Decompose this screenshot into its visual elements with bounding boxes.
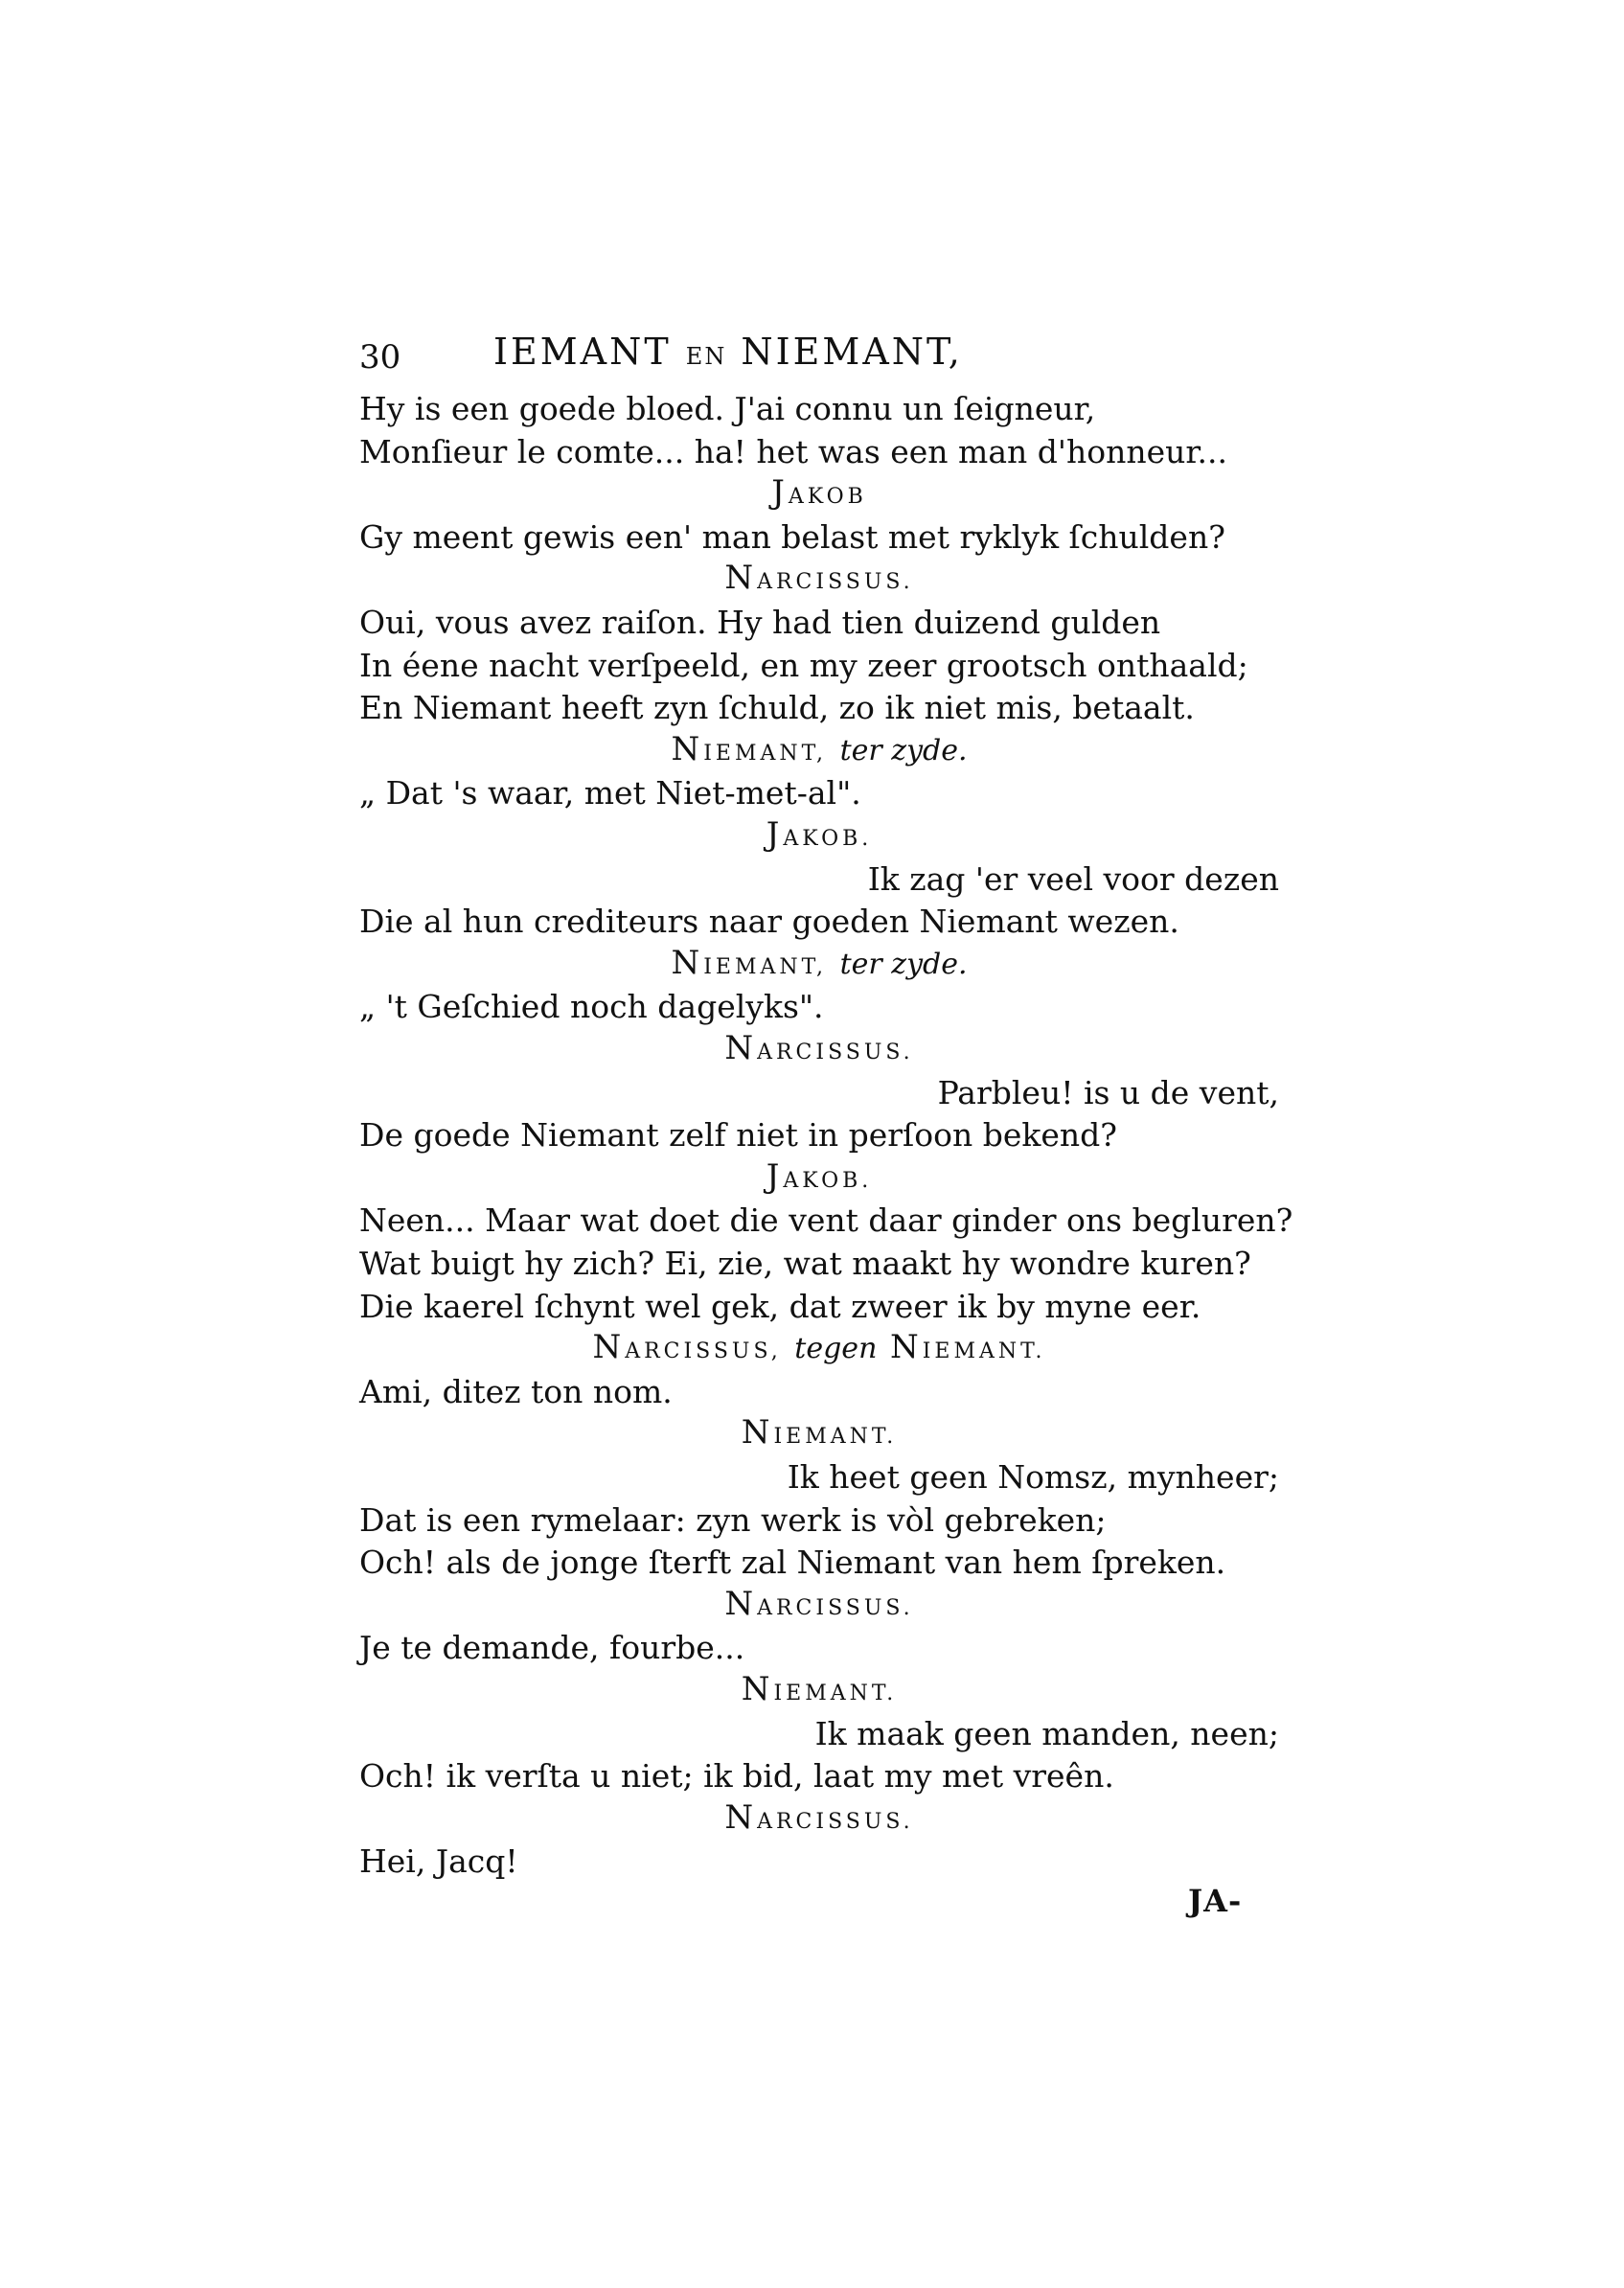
verse-line: Oui, vous avez raiſon. Hy had tien duizend gulden [359, 604, 1161, 641]
speaker-heading [359, 815, 1279, 858]
speaker-name: IEMANT. [773, 1682, 898, 1705]
speaker-name: ARCISSUS. [757, 1810, 914, 1834]
verse-line: Och! als de jonge ſterft zal Niemant van hem ſpreken. [359, 1544, 1226, 1581]
verse-line: Ami, ditez ton nom. [359, 1373, 673, 1410]
verse-line: Ik maak geen manden, neen; [814, 1715, 1279, 1752]
speaker-initial: J [771, 473, 789, 512]
running-title: IEMANT EN NIEMANT, [493, 331, 963, 373]
verse-line: Wat buigt hy zich? Ei, zie, wat maakt hy wondre kuren? [359, 1245, 1251, 1282]
verse-line: „ 't Geſchied noch dagelyks". [359, 988, 824, 1025]
verse-line: Hy is een goede bloed. J'ai connu un ſeigneur, [359, 390, 1096, 427]
speaker-heading [359, 1670, 1279, 1713]
speaker-heading [359, 1413, 1279, 1456]
stage-direction: ter zyde. [839, 948, 968, 981]
speaker-initial: N [671, 944, 704, 982]
speaker-heading [359, 559, 1279, 602]
running-header [359, 331, 1269, 388]
verse-line: Neen... Maar wat doet die vent daar ginder ons begluren? [359, 1201, 1293, 1239]
speaker-name: ARCISSUS. [757, 1041, 914, 1064]
speaker-name: IEMANT. [773, 1425, 898, 1449]
speaker-name: ARCISSUS, [625, 1339, 782, 1363]
speaker-name: ARCISSUS. [757, 570, 914, 594]
page-number: 30 [359, 338, 401, 377]
speaker-name: IEMANT, [703, 742, 828, 766]
verse-line: Je te demande, fourbe... [359, 1629, 745, 1666]
speaker-initial: J [766, 1157, 784, 1196]
speaker-initial: N [724, 1029, 758, 1067]
verse-line: De goede Niemant zelf niet in perſoon bekend? [359, 1116, 1118, 1154]
verse-line: En Niemant heeft zyn ſchuld, zo ik niet mis, betaalt. [359, 689, 1195, 726]
verse-line: Parbleu! is u de vent, [937, 1074, 1279, 1111]
verse-line: „ Dat 's waar, met Niet-met-al". [359, 774, 861, 812]
speaker-heading [359, 1798, 1279, 1842]
speaker-name: IEMANT, [703, 955, 828, 979]
speaker-heading [359, 1157, 1279, 1201]
speaker-initial: N [724, 559, 758, 597]
speaker-name: IEMANT. [922, 1339, 1046, 1363]
speaker-initial: N [889, 1328, 923, 1366]
stage-direction: tegen [794, 1332, 878, 1365]
speaker-name: AKOB. [783, 827, 873, 851]
verse-line: Ik heet geen Nomsz, mynheer; [787, 1458, 1279, 1496]
speaker-heading [359, 473, 1279, 516]
speaker-initial: N [724, 1585, 758, 1623]
speaker-heading [359, 1328, 1279, 1371]
speaker-heading [359, 1585, 1279, 1628]
speaker-initial: N [671, 730, 704, 768]
verse-line: Die kaerel ſchynt wel gek, dat zweer ik by myne eer. [359, 1288, 1201, 1325]
verse-line: Hei, Jacq! [359, 1842, 518, 1880]
catchword: JA- [1188, 1883, 1243, 1919]
speaker-name: AKOB [788, 485, 867, 509]
verse-line: In éene nacht verſpeeld, en my zeer grootsch onthaald; [359, 647, 1248, 684]
speaker-heading [359, 1029, 1279, 1072]
speaker-initial: N [592, 1328, 626, 1366]
speaker-initial: N [741, 1670, 774, 1708]
speaker-name: AKOB. [783, 1169, 873, 1193]
speaker-heading [359, 944, 1279, 987]
verse-line: Die al hun crediteurs naar goeden Niemant wezen. [359, 903, 1179, 940]
verse-line: Ik zag 'er veel voor dezen [867, 860, 1279, 898]
verse-line: Och! ik verſta u niet; ik bid, laat my met vreên. [359, 1757, 1114, 1795]
stage-direction: ter zyde. [839, 734, 968, 767]
speaker-heading [359, 730, 1279, 773]
speaker-name: ARCISSUS. [757, 1596, 914, 1620]
speaker-initial: J [766, 815, 784, 854]
speaker-initial: N [724, 1798, 758, 1837]
speaker-initial: N [741, 1413, 774, 1452]
verse-line: Monſieur le comte... ha! het was een man d'honneur... [359, 433, 1227, 470]
verse-line: Dat is een rymelaar: zyn werk is vòl gebreken; [359, 1501, 1107, 1539]
verse-line: Gy meent gewis een' man belast met ryklyk ſchulden? [359, 518, 1225, 556]
